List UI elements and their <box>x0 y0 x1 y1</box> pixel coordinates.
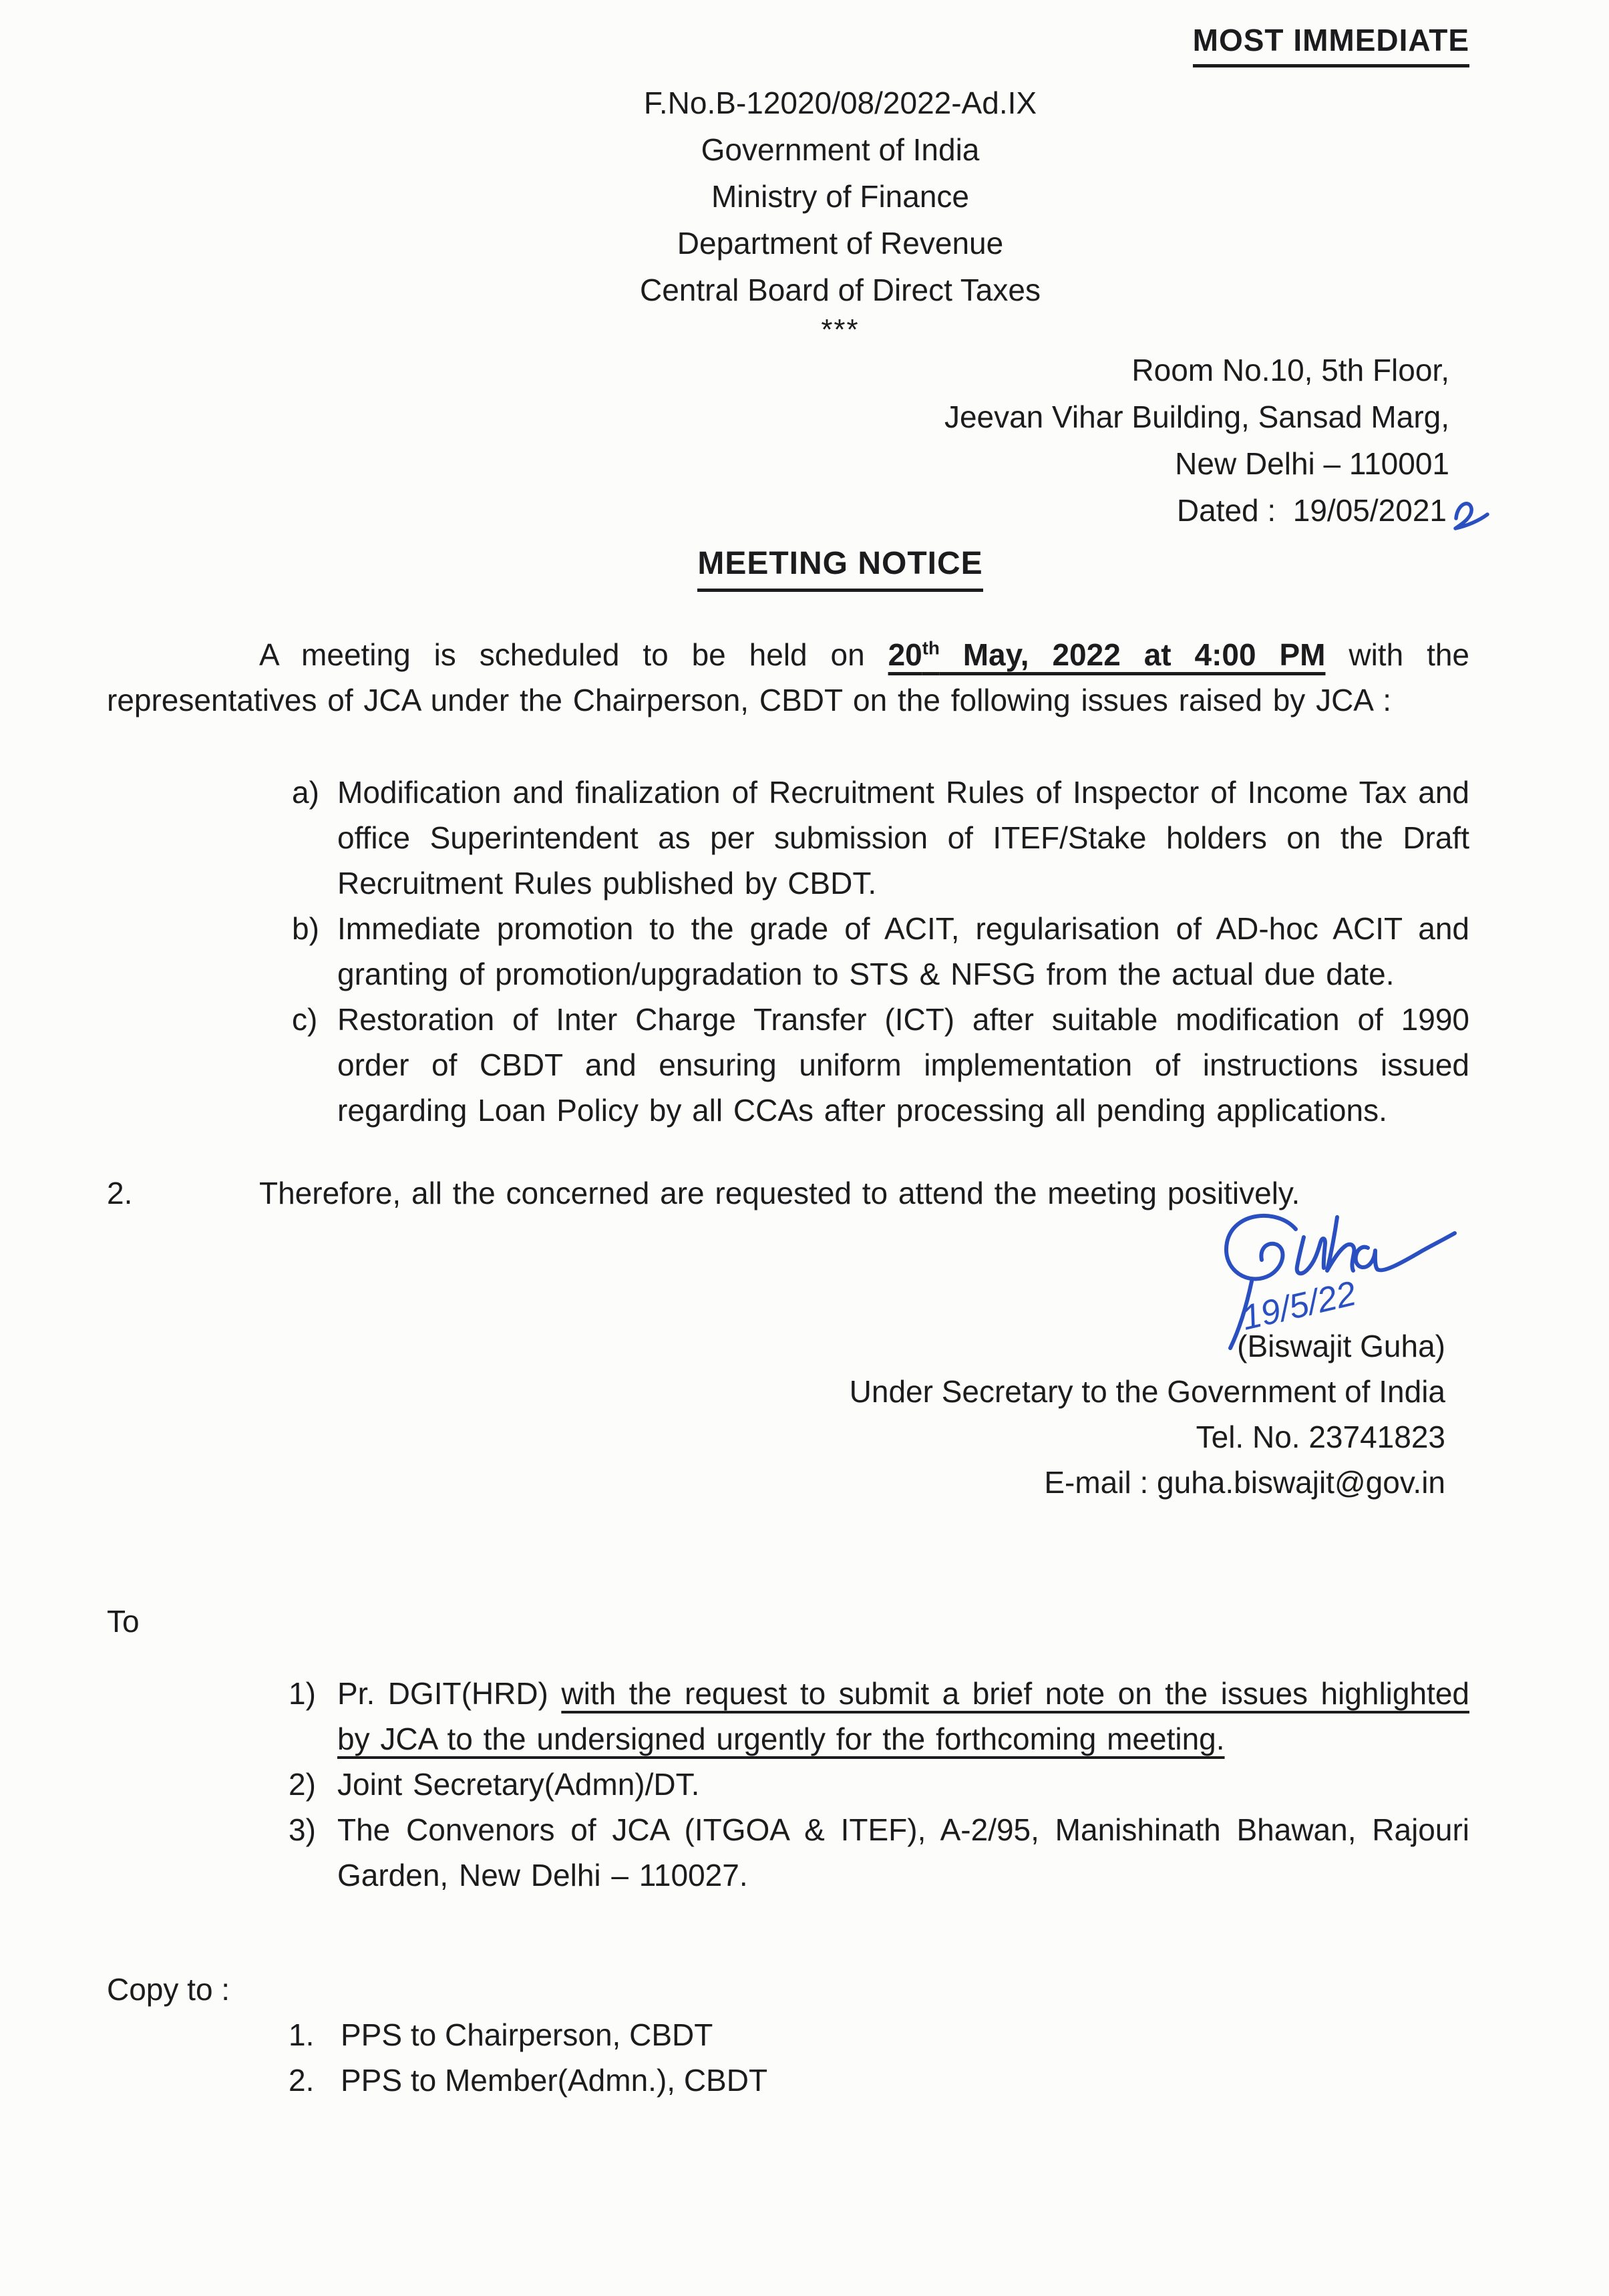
address-block <box>107 347 1469 534</box>
to-item-1 <box>107 1671 1469 1762</box>
list-marker-c: c) <box>292 1002 318 1037</box>
list-text-c: Restoration of Inter Charge Transfer (ICT) after suitable modification of 1990 order of CBDT and ensuring uniform implementation of instructions issued regarding Loan Policy by all CCAs after processing all pending applications. <box>337 1002 1469 1128</box>
list-item-a <box>107 770 1469 906</box>
issues-list <box>107 770 1469 1133</box>
page-title: MEETING NOTICE <box>697 541 982 592</box>
copy-marker-2: 2. <box>289 2063 315 2098</box>
signature-date-script: 19/5/22 <box>1238 1274 1360 1338</box>
file-number: F.No.B-12020/08/2022-Ad.IX <box>643 86 1037 120</box>
copy-item-2 <box>107 2058 1469 2103</box>
org-line-board: Central Board of Direct Taxes <box>640 273 1041 307</box>
copy-to-list <box>107 2012 1469 2103</box>
title-wrap <box>159 540 1522 592</box>
separator-stars: *** <box>821 313 860 346</box>
address-line-room: Room No.10, 5th Floor, <box>1131 353 1449 387</box>
to-item-1-plain: Pr. DGIT(HRD) <box>337 1676 562 1711</box>
to-item-2 <box>107 1762 1469 1807</box>
to-item-3 <box>107 1807 1469 1898</box>
paragraph-2-number: 2. <box>107 1176 133 1210</box>
copy-item-1-text: PPS to Chairperson, CBDT <box>341 2017 713 2052</box>
list-item-b <box>107 906 1469 997</box>
org-line-government: Government of India <box>701 132 980 167</box>
to-item-3-text: The Convenors of JCA (ITGOA & ITEF), A-2/95, Manishinath Bhawan, Rajouri Garden, New Delhi – 110027. <box>337 1812 1469 1893</box>
handwritten-correction-mark <box>1449 496 1491 532</box>
org-line-department: Department of Revenue <box>677 226 1004 261</box>
to-list <box>107 1671 1469 1898</box>
priority-tag: MOST IMMEDIATE <box>1193 17 1469 67</box>
signatory-block <box>107 1323 1469 1505</box>
copy-item-2-text: PPS to Member(Admn.), CBDT <box>341 2063 768 2098</box>
paragraph-2 <box>107 1170 1469 1216</box>
para1-pre: A meeting is scheduled to be held on <box>259 637 888 672</box>
list-marker-b: b) <box>292 911 319 946</box>
address-line-city: New Delhi – 110001 <box>1175 446 1449 481</box>
to-item-1-underlined: with the request to submit a brief note on the issues highlighted by JCA to the undersigned urgently for the forthcoming meeting. <box>337 1676 1469 1756</box>
signatory-telephone: Tel. No. 23741823 <box>1196 1420 1445 1454</box>
paragraph-2-text: Therefore, all the concerned are requested to attend the meeting positively. <box>259 1176 1300 1210</box>
meeting-day-ordinal: th <box>922 637 940 659</box>
copy-to-label: Copy to : <box>107 1972 230 2007</box>
paragraph-intro <box>107 632 1469 723</box>
address-line-building: Jeevan Vihar Building, Sansad Marg, <box>944 399 1449 434</box>
copy-marker-1: 1. <box>289 2017 315 2052</box>
list-text-b: Immediate promotion to the grade of ACIT, regularisation of AD-hoc ACIT and granting of promotion/upgradation to STS & NFSG from the actual due date. <box>337 911 1469 991</box>
meeting-day: 20 <box>888 637 922 672</box>
dated-line <box>107 487 1449 534</box>
para1-post: with the representatives of JCA under the Chairperson, CBDT on the following issues raised by JCA : <box>107 637 1470 717</box>
signatory-designation: Under Secretary to the Government of India <box>849 1374 1445 1409</box>
to-marker-2: 2) <box>289 1767 316 1802</box>
letterhead <box>159 79 1522 347</box>
to-marker-3: 3) <box>289 1812 316 1847</box>
to-item-2-text: Joint Secretary(Admn)/DT. <box>337 1767 700 1802</box>
dated-text: Dated : 19/05/2021 <box>1176 493 1447 528</box>
list-text-a: Modification and finalization of Recruitment Rules of Inspector of Income Tax and office Superintendent as per submission of ITEF/Stake holders on the Draft Recruitment Rules published by CBDT. <box>337 775 1469 900</box>
signature-loop <box>1226 1216 1296 1279</box>
signatory-email: E-mail : guha.biswajit@gov.in <box>1044 1465 1445 1500</box>
org-line-ministry: Ministry of Finance <box>711 179 969 214</box>
meeting-datetime <box>888 637 1326 672</box>
copy-item-1 <box>107 2012 1469 2058</box>
list-marker-a: a) <box>292 775 319 810</box>
signatory-name: (Biswajit Guha) <box>1237 1329 1445 1363</box>
meeting-date-rest: May, 2022 at 4:00 PM <box>939 637 1326 672</box>
priority-tag-line <box>107 17 1469 67</box>
list-item-c <box>107 997 1469 1133</box>
to-label: To <box>107 1604 140 1639</box>
to-marker-1: 1) <box>289 1676 316 1711</box>
